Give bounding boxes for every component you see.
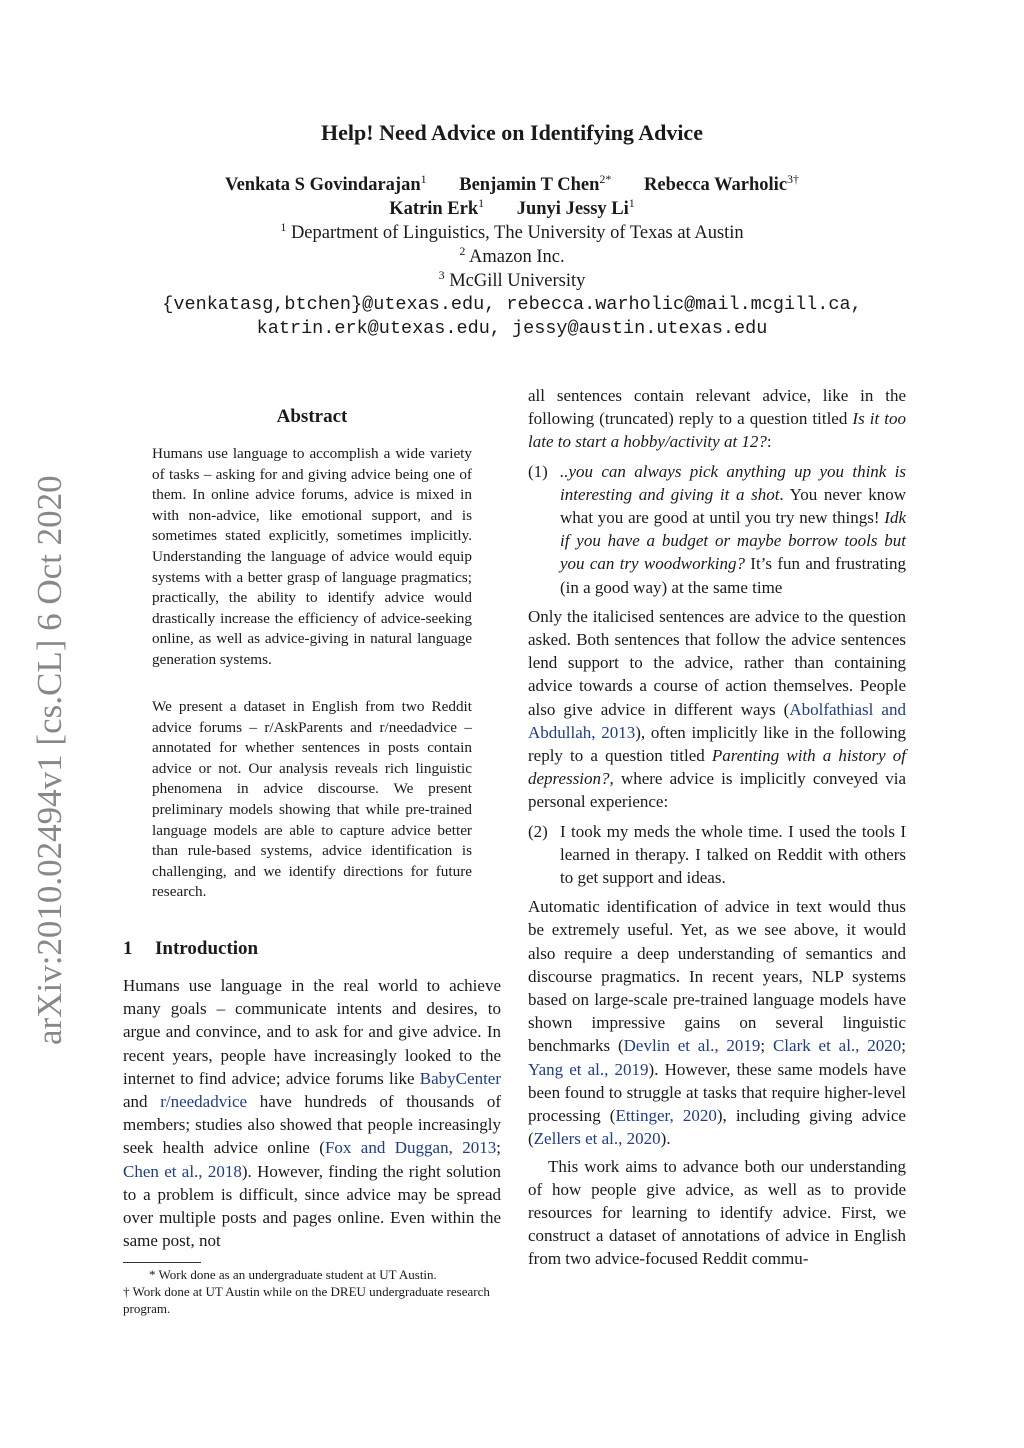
right-paragraph-0: all sentences contain relevant advice, like in the following (truncated) reply to a question titled Is it too late to start a hobby/activity at 12?: [528, 386, 906, 452]
section-heading-introduction: 1 Introduction [123, 938, 259, 959]
example-1: (1) ..you can always pick anything up you think is interesting and giving it a shot. You never know what you are good at until you try new things! Idk if you have a budget or maybe borrow tools but you can try woodworking? It’s fun and frustrating (in a good way) at the same time [528, 461, 906, 597]
abstract-paragraph-1: Humans use language to accomplish a wide variety of tasks – asking for and giving advice being one of them. In online advice forums, advice is mixed in with non-advice, like emotional support, and is sometimes stated explicitly, sometimes implicitly. Understanding the language of advice would equip systems with a better grasp of language pragmatics; practically, the ability to identify advice would drastically increase the efficiency of advice-seeking online, as well as advice-giving in natural language generation systems. [152, 445, 472, 668]
author-line-2 [0, 196, 1024, 220]
right-paragraph-1: Only the italicised sentences are advice to the question asked. Both sentences that follow the advice sentences lend support to the advice, rather than containing advice towards a course of action themselves. People also give advice in different ways (Abolfathiasl and Abdullah, 2013), often implicitly like in the following reply to a question titled Parenting with a history of depression?, where advice is implicitly conveyed via personal experience: [528, 606, 906, 812]
link-needadvice[interactable]: r/needadvice [160, 1092, 248, 1112]
author-1: Venkata S Govindarajan$^1$ [224, 172, 427, 196]
footnote-1: * Work done as an undergraduate student at UT Austin. [149, 1267, 437, 1282]
right-paragraph-2: Automatic identification of advice in text would thus be extremely useful. Yet, as we see above, it would also require a deep understanding of semantics and discourse pragmatics. In recent years, NLP systems based on large-scale pre-trained language models have shown impressive gains on several linguistic benchmarks (Devlin et al., 2019; Clark et al., 2020; Yang et al., 2019). However, these same models have been found to struggle at tasks that require higher-level processing (Ettinger, 2020), including giving advice (Zellers et al., 2020). [528, 897, 906, 1149]
affiliation-2: $^2$ Amazon Inc. [459, 244, 565, 268]
right-paragraph-3: This work aims to advance both our understanding of how people give advice, as well as to provide resources for learning to identify advice. First, we construct a dataset of annotations of advice in English from two advice-focused Reddit commu- [528, 1156, 906, 1269]
citation-ettinger[interactable]: Ettinger, 2020 [615, 1106, 717, 1126]
footnote-rule [123, 1262, 201, 1263]
arxiv-identifier[interactable]: arXiv:2010.02494v1 [cs.CL] 6 Oct 2020 [30, 475, 69, 1045]
author-3: Rebecca Warholic$^{3\dagger}$ [644, 172, 800, 196]
abstract-heading: Abstract [276, 406, 348, 427]
author-4: Katrin Erk$^1$ [389, 196, 485, 220]
abstract-paragraph-2: We present a dataset in English from two Reddit advice forums – r/AskParents and r/needadvice – annotated for whether sentences in posts contain advice or not. Our analysis reveals rich linguistic phenomena in advice discourse. We present preliminary models showing that while pre-trained language models are able to capture advice better than rule-based systems, advice identification is challenging, and we identify directions for future research. [152, 698, 472, 901]
citation-fox-duggan[interactable]: Fox and Duggan, 2013 [324, 1138, 497, 1158]
email-line-2[interactable]: katrin.erk@utexas.edu, jessy@austin.utexas.edu [256, 318, 768, 339]
citation-devlin[interactable]: Devlin et al., 2019 [623, 1036, 761, 1056]
example-2: (2) I took my meds the whole time. I used the tools I learned in therapy. I talked on Reddit with others to get support and ideas. [528, 821, 906, 888]
citation-chen[interactable]: Chen et al., 2018 [123, 1161, 242, 1181]
author-2: Benjamin T Chen$^{2*}$ [459, 172, 612, 196]
citation-abolfathiasl[interactable]: Abolfathiasl and Abdullah, 2013 [528, 699, 906, 742]
intro-paragraph: Humans use language in the real world to achieve many goals – communicate intents and desires, to argue and convince, and to ask for and give advice. In recent years, people have increasingly looked to the internet to find advice; advice forums like BabyCenter and r/needadvice have hundreds of thousands of members; studies also showed that people increasingly seek health advice online (Fox and Duggan, 2013; Chen et al., 2018). However, finding the right solution to a problem is difficult, since advice may be spread over multiple posts and pages online. Even within the same post, not [123, 976, 502, 1251]
citation-clark[interactable]: Clark et al., 2020 [772, 1036, 902, 1056]
affiliation-1: $^1$ Department of Linguistics, The University of Texas at Austin [280, 220, 744, 244]
email-line-1[interactable]: {venkatasg,btchen}@utexas.edu, rebecca.warholic@mail.mcgill.ca, [162, 294, 862, 315]
citation-zellers[interactable]: Zellers et al., 2020 [533, 1129, 661, 1149]
footnote-2: † Work done at UT Austin while on the DREU undergraduate research program. [123, 1284, 490, 1316]
paper-title: Help! Need Advice on Identifying Advice [321, 120, 703, 145]
right-column [528, 384, 906, 1271]
link-babycenter[interactable]: BabyCenter [419, 1068, 501, 1088]
author-5: Junyi Jessy Li$^1$ [516, 196, 635, 220]
author-line-1 [0, 172, 1024, 196]
citation-yang[interactable]: Yang et al., 2019 [528, 1059, 649, 1079]
affiliation-3: $^3$ McGill University [438, 268, 586, 292]
